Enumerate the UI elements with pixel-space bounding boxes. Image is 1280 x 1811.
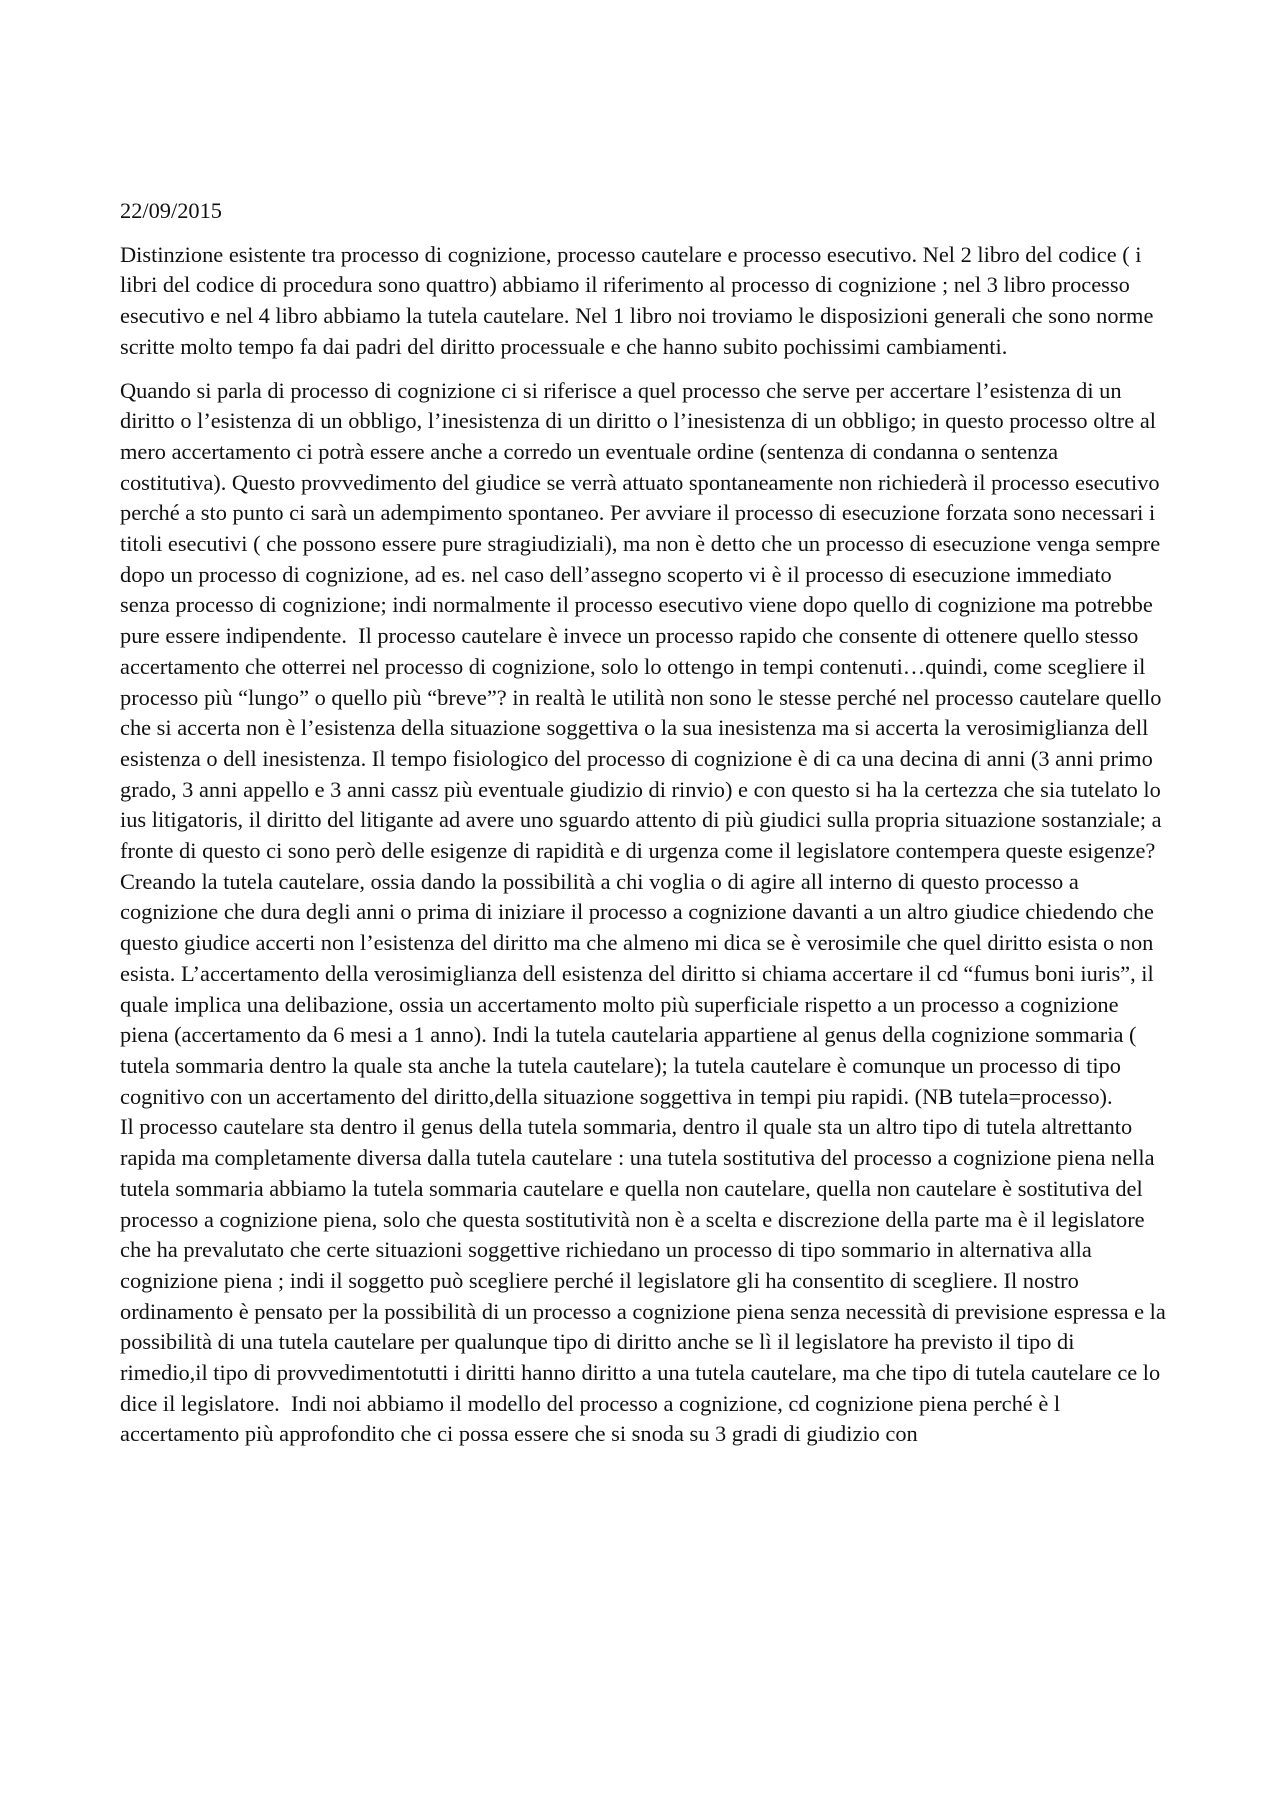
paragraph-intro: Distinzione esistente tra processo di cognizione, processo cautelare e processo esecutivo. Nel 2 libro del codice ( i libri del codice di procedura sono quattro) abbiamo il riferimento al processo di cognizione ; nel 3 libro processo esecutivo e nel 4 libro abbiamo la tutela cautelare. Nel 1 libro noi troviamo le disposizioni generali che sono norme scritte molto tempo fa dai padri del diritto processuale e che hanno subito pochissimi cambiamenti. xyxy=(120,241,1154,359)
paragraph-cognizione: Quando si parla di processo di cognizione ci si riferisce a quel processo che serve per accertare l’esistenza di un diritto o l’esistenza di un obbligo, l’inesistenza di un diritto o l’inesistenza di un obbligo; in questo processo oltre al mero accertamento ci potrà essere anche a corredo un eventuale ordine (sentenza di condanna o sentenza costitutiva). Questo provvedimento del giudice se verrà attuato spontaneamente non richiederà il processo esecutivo perché a sto punto ci sarà un adempimento spontaneo. Per avviare il processo di esecuzione forzata sono necessari i titoli esecutivi ( che possono essere pure stragiudiziali), ma non è detto che un processo di esecuzione venga sempre dopo un processo di cognizione, ad es. nel caso dell’assegno scoperto vi è il processo di esecuzione immediato senza processo di cognizione; indi normalmente il processo esecutivo viene dopo quello di cognizione ma potrebbe pure essere indipendente. Il processo cautelare è invece un processo rapido che consente di ottenere quello stesso accertamento che otterrei nel processo di cognizione, solo lo ottengo in tempi contenuti…quindi, come scegliere il processo più “lungo” o quello più “breve”? in realtà le utilità non sono le stesse perché nel processo cautelare quello che si accerta non è l’esistenza della situazione soggettiva o la sua inesistenza ma si accerta la verosimiglianza dell esistenza o dell inesistenza. Il tempo fisiologico del processo di cognizione è di ca una decina di anni (3 anni primo grado, 3 anni appello e 3 anni cassz più eventuale giudizio di rinvio) e con questo si ha la certezza che sia tutelato lo ius litigatoris, il diritto del litigante ad avere uno sguardo attento di più giudici sulla propria situazione sostanziale; a fronte di questo ci sono però delle esigenze di rapidità e di urgenza come il legislatore contempera queste esigenze? Creando la tutela cautelare, ossia dando la possibilità a chi voglia o di agire all interno di questo processo a cognizione che dura degli anni o prima di iniziare il processo a cognizione davanti a un altro giudice chiedendo che questo giudice accerti non l’esistenza del diritto ma che almeno mi dica se è verosimile che quel diritto esista o non esista. L’accertamento della verosimiglianza dell esistenza del diritto si chiama accertare il cd “fumus boni iuris”, il quale implica una delibazione, ossia un accertamento molto più superficiale rispetto a un processo a cognizione piena (accertamento da 6 mesi a 1 anno). Indi la tutela cautelaria appartiene al genus della cognizione sommaria ( tutela sommaria dentro la quale sta anche la tutela cautelare); la tutela cautelare è comunque un processo di tipo cognitivo con un accertamento del diritto,della situazione soggettiva in tempi piu rapidi. (NB tutela=processo). Il processo cautelare sta dentro il genus della tutela sommaria, dentro il quale sta un altro tipo di tutela altrettanto rapida ma completamente diversa dalla tutela cautelare : una tutela sostitutiva del processo a cognizione piena nella tutela sommaria abbiamo la tutela sommaria cautelare e quella non cautelare, quella non cautelare è sostitutiva del processo a cognizione piena, solo che questa sostitutività non è a scelta e discrezione della parte ma è il legislatore che ha prevalutato che certe situazioni soggettive richiedano un processo di tipo sommario in alternativa alla cognizione piena ; indi il soggetto può scegliere perché il legislatore gli ha consentito di scegliere. Il nostro ordinamento è pensato per la possibilità di un processo a cognizione piena senza necessità di previsione espressa e la possibilità di una tutela cautelare per qualunque tipo di diritto anche se lì il legislatore ha previsto il tipo di rimedio,il tipo di provvedimentotutti i diritti hanno diritto a una tutela cautelare, ma che tipo di tutela cautelare ce lo dice il legislatore. Indi noi abbiamo il modello del processo a cognizione, cd cognizione piena perché è l accertamento più approfondito che ci possa essere che si snoda su 3 gradi di giudizio con xyxy=(120,377,1175,1447)
document-body xyxy=(120,196,1175,1463)
document-date: 22/09/2015 xyxy=(120,198,223,223)
